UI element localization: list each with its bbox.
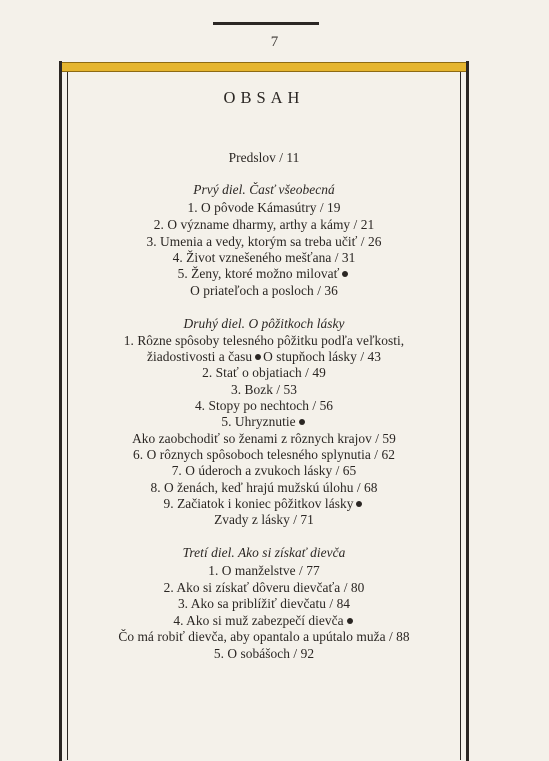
bullet-icon	[356, 501, 362, 507]
toc-entry	[68, 349, 460, 365]
page-number: 7	[270, 34, 279, 50]
toc-entry: 2. O význame dharmy, arthy a kámy / 21	[153, 217, 375, 232]
toc-entry-text-after: O stupňoch lásky / 43	[263, 349, 381, 364]
toc-entry: Zvady z lásky / 71	[214, 512, 314, 527]
toc-entry: 1. O manželstve / 77	[208, 563, 320, 578]
toc-entry-text: 5. Uhryznutie	[221, 414, 296, 429]
toc-entry: 1. O pôvode Kámasútry / 19	[187, 200, 341, 215]
toc-entry	[68, 414, 460, 430]
toc-entry-text: 5. Ženy, ktoré možno milovať	[177, 266, 340, 281]
toc-entry: 2. Stať o objatiach / 49	[202, 365, 326, 380]
toc-entry: 6. O rôznych spôsoboch telesného splynutia / 62	[133, 447, 395, 462]
toc-entry: 3. Umenia a vedy, ktorým sa treba učiť / 26	[146, 234, 382, 249]
toc-entry	[68, 496, 460, 512]
toc-entry: 3. Bozk / 53	[230, 382, 298, 397]
bullet-icon	[347, 618, 353, 624]
toc-section-heading: Tretí diel. Ako si získať dievča	[182, 545, 346, 560]
table-of-contents	[68, 0, 460, 744]
toc-entry: 4. Život vznešeného mešťana / 31	[172, 250, 356, 265]
toc-entry: 2. Ako si získať dôveru dievčaťa / 80	[163, 580, 365, 595]
toc-entry	[68, 266, 460, 282]
toc-entry: 5. O sobášoch / 92	[213, 646, 315, 661]
toc-entry: O priateľoch a posloch / 36	[190, 283, 338, 298]
toc-title: OBSAH	[223, 88, 305, 107]
toc-entry: 3. Ako sa priblížiť dievčatu / 84	[177, 596, 351, 611]
bullet-icon	[255, 354, 261, 360]
bullet-icon	[299, 419, 305, 425]
toc-entry: Čo má robiť dievča, aby opantalo a upútalo muža / 88	[118, 629, 410, 644]
toc-entry-text: 9. Začiatok i koniec pôžitkov lásky	[163, 496, 354, 511]
toc-entry: 1. Rôzne spôsoby telesného pôžitku podľa veľkosti,	[123, 333, 405, 348]
toc-entry	[68, 613, 460, 629]
toc-entry: 8. O ženách, keď hrajú mužskú úlohu / 68	[150, 480, 378, 495]
toc-section-heading: Prvý diel. Časť všeobecná	[193, 182, 335, 197]
toc-section-heading: Druhý diel. O pôžitkoch lásky	[183, 316, 345, 331]
toc-entry-text: 4. Ako si muž zabezpečí dievča	[173, 613, 344, 628]
toc-entry-text: žiadostivosti a času	[147, 349, 253, 364]
toc-entry: 7. O úderoch a zvukoch lásky / 65	[171, 463, 357, 478]
bullet-icon	[342, 271, 348, 277]
toc-entry: Ako zaobchodiť so ženami z rôznych krajov / 59	[132, 431, 396, 446]
toc-entry: Predslov / 11	[228, 150, 300, 165]
toc-entry: 4. Stopy po nechtoch / 56	[194, 398, 334, 413]
